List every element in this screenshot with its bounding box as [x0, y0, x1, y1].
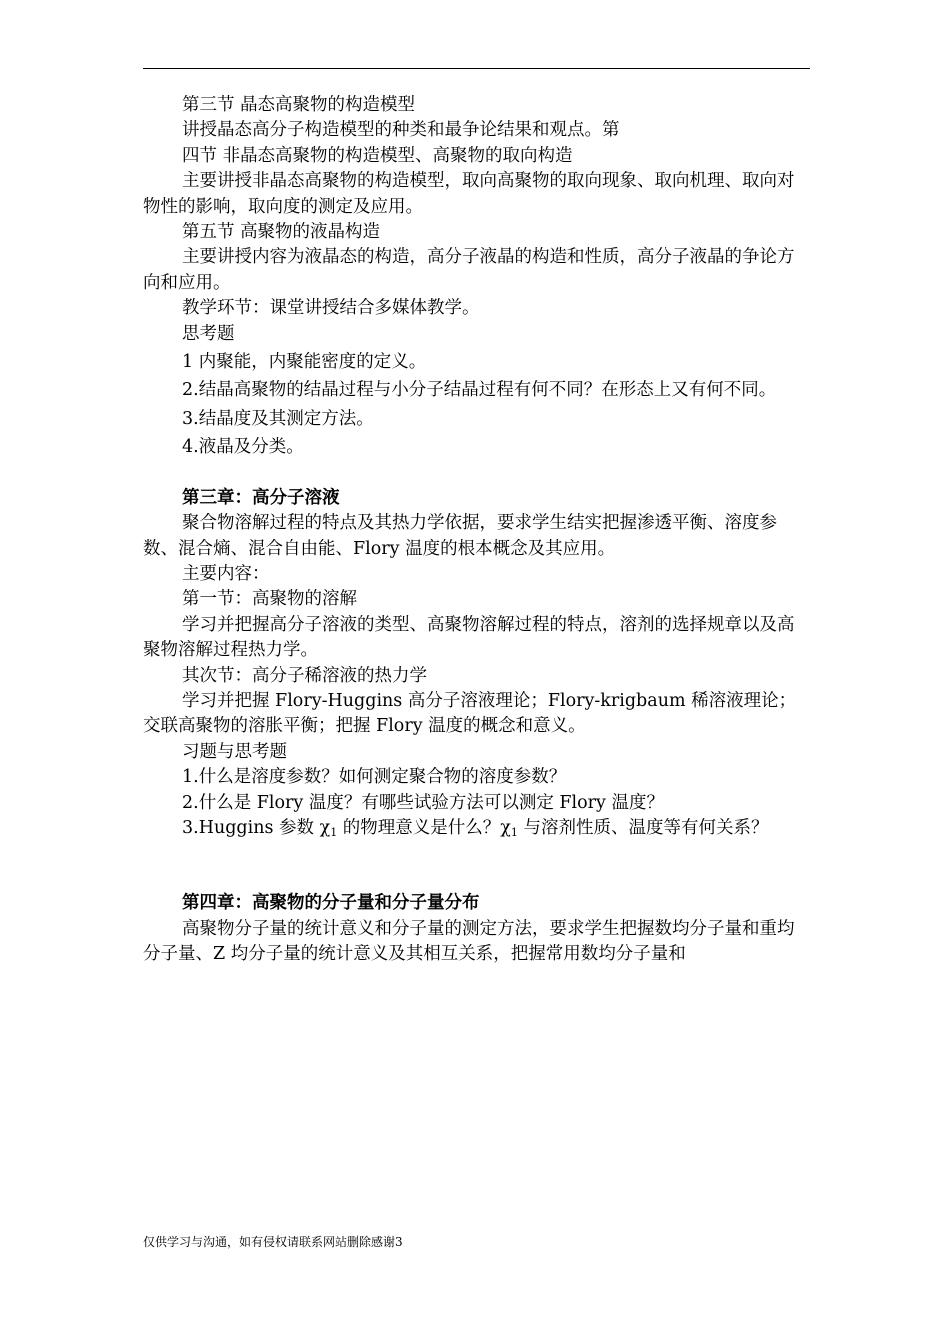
paragraph: 学习并把握 Flory-Huggins 高分子溶液理论；Flory-krigbaum 稀溶液理论； 交联高聚物的溶胀平衡；把握 Flory 温度的概念和意义。	[143, 690, 797, 737]
paragraph: 主要讲授内容为液晶态的构造，高分子液晶的构造和性质，高分子液晶的争论方向和应用。	[143, 247, 795, 293]
subscript: 1	[510, 825, 518, 839]
question-item: 2.什么是 Flory 温度？有哪些试验方法可以测定 Flory 温度？	[182, 792, 665, 813]
section-title: 第五节 高聚物的液晶构造	[182, 222, 381, 243]
document-body	[143, 93, 798, 968]
spacer	[143, 461, 798, 486]
section-title: 第一节：高聚物的溶解	[182, 589, 357, 610]
question-text: 3.Huggins 参数 χ	[182, 817, 331, 838]
paragraph: 高聚物分子量的统计意义和分子量的测定方法，要求学生把握数均分子量和重均分子量、Z 均分子量的统计意义及其相互关系，把握常用数均分子量和	[143, 918, 795, 965]
paragraph: 主要讲授非晶态高聚物的构造模型，取向高聚物的取向现象、取向机理、取向对物性的影响，取向度的测定及应用。	[143, 171, 795, 217]
chapter-title: 第三章：高分子溶液	[182, 487, 340, 508]
section-title: 其次节：高分子稀溶液的热力学	[182, 665, 427, 686]
question-text: 的物理意义是什么？χ	[337, 817, 511, 838]
question-item: 1 内聚能，内聚能密度的定义。	[182, 352, 427, 373]
section-title: 第三节 晶态高聚物的构造模型	[182, 95, 416, 115]
paragraph: 聚合物溶解过程的特点及其热力学依据，要求学生结实把握渗透平衡、溶度参数、混合熵、混合自由能、Flory 温度的根本概念及其应用。	[143, 513, 777, 559]
question-item: 4.液晶及分类。	[182, 437, 304, 458]
section-title: 四节 非晶态高聚物的构造模型、高聚物的取向构造	[182, 145, 573, 166]
chapter-title: 第四章：高聚物的分子量和分子量分布	[182, 893, 480, 914]
paragraph: 讲授晶态高分子构造模型的种类和最争论结果和观点。第	[182, 120, 620, 141]
question-item	[143, 816, 798, 841]
paragraph: 主要内容：	[182, 563, 270, 584]
question-item: 2.结晶高聚物的结晶过程与小分子结晶过程有何不同？在形态上又有何不同。	[182, 380, 777, 401]
paragraph: 教学环节：课堂讲授结合多媒体教学。	[182, 298, 480, 319]
subscript: 1	[330, 825, 338, 839]
questions-heading: 思考题	[182, 323, 235, 344]
question-text: 与溶剂性质、温度等有何关系？	[517, 817, 769, 838]
header-rule	[143, 68, 810, 69]
question-item: 1.什么是溶度参数？如何测定聚合物的溶度参数？	[182, 767, 567, 788]
paragraph: 学习并把握高分子溶液的类型、高聚物溶解过程的特点，溶剂的选择规章以及高聚物溶解过程热力学。	[143, 614, 795, 661]
questions-heading: 习题与思考题	[182, 741, 287, 762]
question-item: 3.结晶度及其测定方法。	[182, 408, 374, 429]
footer-note: 仅供学习与沟通，如有侵权请联系网站删除感谢3	[143, 1235, 403, 1249]
spacer	[143, 841, 798, 891]
